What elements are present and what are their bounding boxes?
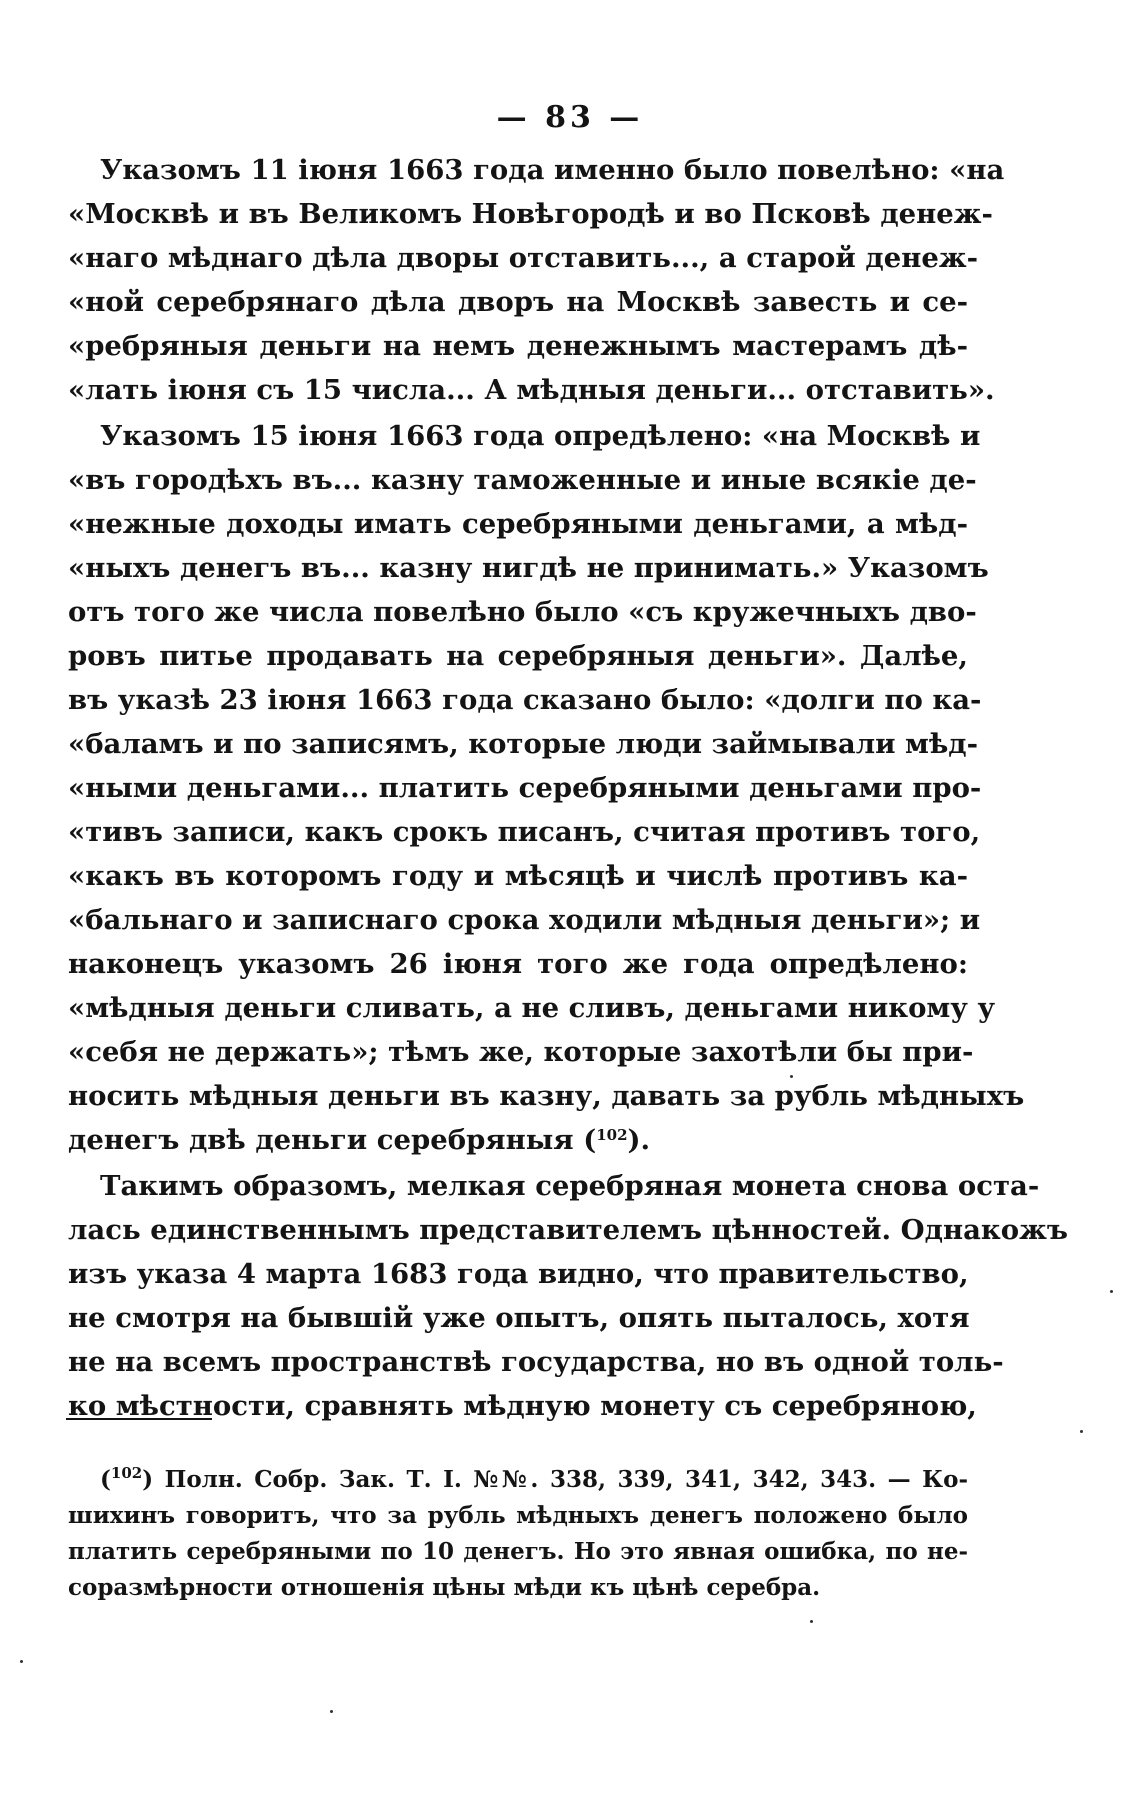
text-line: не на всемъ пространствѣ государства, но въ одной толь-: [68, 1346, 1004, 1378]
footnote-line: шихинъ говоритъ, что за рубль мѣдныхъ денегъ положено было: [68, 1502, 968, 1529]
footnote-marker-close: ): [142, 1466, 154, 1493]
scan-speck: [810, 1620, 813, 1623]
page-number: — 83 —: [496, 100, 644, 135]
footnote-line: соразмѣрности отношенiя цѣны мѣди къ цѣнѣ серебра.: [68, 1574, 821, 1601]
text-line: «баламъ и по записямъ, которые люди займывали мѣд-: [68, 728, 979, 760]
text-line: «мѣдныя деньги сливать, а не сливъ, деньгами никому у: [68, 992, 996, 1024]
text-line: «наго мѣднаго дѣла дворы отставить..., а старой денеж-: [68, 242, 978, 274]
text-line: въ указѣ 23 iюня 1663 года сказано было: «долги по ка-: [68, 684, 982, 716]
text-line: «ребряныя деньги на немъ денежнымъ мастерамъ дѣ-: [68, 330, 968, 362]
text-line: «ныхъ денегъ въ... казну нигдѣ не принимать.» Указомъ: [68, 552, 989, 584]
footnote-line: платить серебряными по 10 денегъ. Но это явная ошибка, по не-: [68, 1538, 968, 1565]
scan-speck: [1110, 1290, 1113, 1293]
text-line: «ными деньгами... платить серебряными деньгами про-: [68, 772, 982, 804]
text-line: «себя не держать»; тѣмъ же, которые захотѣли бы при-: [68, 1036, 974, 1068]
footnote-line-body: Полн. Собр. Зак. Т. I. №№. 338, 339, 341, 342, 343. — Ко-: [153, 1466, 968, 1493]
text-line-body: денегъ двѣ деньги серебряныя (: [68, 1124, 597, 1156]
text-line: «Москвѣ и въ Великомъ Новѣгородѣ и во Псковѣ денеж-: [68, 198, 993, 230]
text-line: изъ указа 4 марта 1683 года видно, что правительство,: [68, 1258, 969, 1290]
text-line: не смотря на бывшiй уже опытъ, опять пыталось, хотя: [68, 1302, 970, 1334]
text-line: ровъ питье продавать на серебряныя деньги». Далѣе,: [68, 640, 968, 672]
scan-speck: [330, 1710, 333, 1713]
scan-speck: [20, 1660, 23, 1663]
footnote-marker-open: (: [100, 1466, 111, 1493]
footnote-marker: 102: [110, 1464, 143, 1482]
text-line: «какъ въ которомъ году и мѣсяцѣ и числѣ противъ ка-: [68, 860, 968, 892]
footnote-separator: [66, 1418, 212, 1420]
footnote-reference-close: ).: [627, 1124, 651, 1156]
scan-speck: [790, 1075, 793, 1078]
scan-speck: [1080, 1430, 1083, 1433]
text-line: наконецъ указомъ 26 iюня того же года опредѣлено:: [68, 948, 968, 980]
footnote-reference: 102: [596, 1126, 628, 1144]
text-line: «лать iюня съ 15 числа... А мѣдныя деньги... отставить».: [68, 374, 995, 406]
text-line: лась единственнымъ представителемъ цѣнностей. Однакожъ: [68, 1214, 1068, 1246]
footnote-line: [100, 1462, 968, 1498]
text-line: «нежные доходы имать серебряными деньгами, а мѣд-: [68, 508, 968, 540]
text-line: «въ городѣхъ въ... казну таможенные и иные всякiе де-: [68, 464, 977, 496]
text-line: носить мѣдныя деньги въ казну, давать за рубль мѣдныхъ: [68, 1080, 1025, 1112]
text-line: «тивъ записи, какъ срокъ писанъ, считая противъ того,: [68, 816, 981, 848]
text-line: Указомъ 15 iюня 1663 года опредѣлено: «на Москвѣ и: [100, 420, 981, 452]
text-line: «бальнаго и записнаго срока ходили мѣдныя деньги»; и: [68, 904, 981, 936]
text-line: отъ того же числа повелѣно было «съ кружечныхъ дво-: [68, 596, 977, 628]
text-line: Такимъ образомъ, мелкая серебряная монета снова оста-: [100, 1170, 1040, 1202]
text-line: ко мѣстности, сравнять мѣдную монету съ серебряною,: [68, 1390, 977, 1422]
text-line: Указомъ 11 iюня 1663 года именно было повелѣно: «на: [100, 154, 1005, 186]
text-line: [68, 1118, 968, 1162]
text-line: «ной серебрянаго дѣла дворъ на Москвѣ завесть и се-: [68, 286, 968, 318]
